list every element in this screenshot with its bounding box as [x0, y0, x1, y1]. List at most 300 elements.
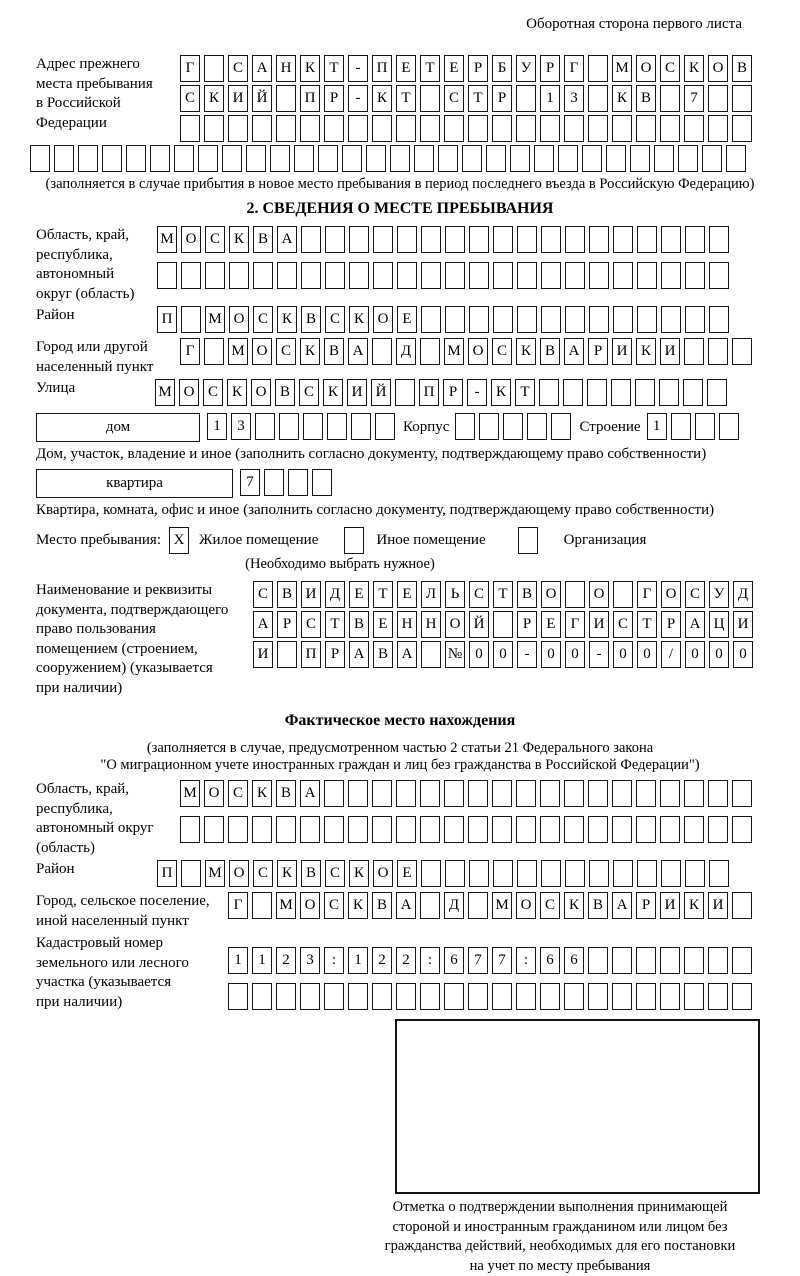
label-line: Кадастровый номер [36, 934, 228, 954]
char-cell: С [469, 581, 489, 608]
char-cell [397, 262, 417, 289]
char-cell: К [229, 226, 249, 253]
char-cell [373, 226, 393, 253]
char-cell [157, 262, 177, 289]
char-cell: О [708, 55, 728, 82]
char-cell: К [348, 892, 368, 919]
corpus-cells [455, 413, 575, 440]
char-cell [492, 115, 512, 142]
char-cell: С [299, 379, 319, 406]
char-cell: Р [325, 641, 345, 668]
char-cell: Т [396, 85, 416, 112]
char-cell [707, 379, 727, 406]
caption-line: Отметка о подтверждении выполнения принимающей [350, 1198, 770, 1218]
char-cell: М [180, 780, 200, 807]
char-cell: О [373, 860, 393, 887]
char-cell [486, 145, 506, 172]
prev-address-note: (заполняется в случае прибытия в новое место пребывания в период последнего въезда в Российскую Федерацию) [0, 176, 800, 193]
char-cell [732, 983, 752, 1010]
char-cell [277, 641, 297, 668]
char-cell [348, 983, 368, 1010]
actual-location-title: Фактическое место нахождения [0, 712, 800, 730]
char-cell [685, 262, 705, 289]
char-cell: В [636, 85, 656, 112]
char-cell: А [397, 641, 417, 668]
char-cell [344, 527, 364, 554]
char-cell: С [325, 306, 345, 333]
char-cell [493, 226, 513, 253]
char-cell: : [420, 947, 440, 974]
char-cell [516, 816, 536, 843]
char-cell [181, 262, 201, 289]
char-cell [229, 262, 249, 289]
char-cell: О [179, 379, 199, 406]
char-cell: М [276, 892, 296, 919]
char-cell [421, 262, 441, 289]
char-cell [611, 379, 631, 406]
char-cell: 0 [469, 641, 489, 668]
char-cell [541, 226, 561, 253]
char-cell [661, 262, 681, 289]
char-cell: А [300, 780, 320, 807]
label-line: право пользования [36, 620, 253, 640]
char-cell: 0 [709, 641, 729, 668]
char-cell [492, 780, 512, 807]
char-cell: У [516, 55, 536, 82]
char-cell [637, 262, 657, 289]
char-cell: П [301, 641, 321, 668]
label-line: при наличии) [36, 679, 253, 699]
residence-type-block [36, 526, 800, 555]
char-cell [174, 145, 194, 172]
char-cell: С [228, 780, 248, 807]
label-line: документа, подтверждающего [36, 601, 253, 621]
char-cell [589, 860, 609, 887]
char-cell [516, 983, 536, 1010]
char-cell: П [157, 860, 177, 887]
char-cell [276, 115, 296, 142]
char-cell [78, 145, 98, 172]
char-cell: М [612, 55, 632, 82]
area1-block [36, 226, 800, 304]
char-cell: 1 [540, 85, 560, 112]
char-cell: 0 [637, 641, 657, 668]
char-cell [312, 469, 332, 496]
char-cell [300, 983, 320, 1010]
char-cell: К [252, 780, 272, 807]
char-cell: К [300, 55, 320, 82]
char-cell: В [301, 306, 321, 333]
char-cell [181, 860, 201, 887]
char-cell [732, 85, 752, 112]
char-cell [420, 816, 440, 843]
char-cell [372, 983, 392, 1010]
char-cell [301, 226, 321, 253]
char-cell [636, 115, 656, 142]
char-cell: К [612, 85, 632, 112]
char-cell: О [252, 338, 272, 365]
char-cell: С [540, 892, 560, 919]
char-cell [204, 338, 224, 365]
char-cell: 1 [207, 413, 227, 440]
char-cell [660, 983, 680, 1010]
char-cell [462, 145, 482, 172]
char-cell [276, 983, 296, 1010]
label-line: Адрес прежнего [36, 55, 180, 75]
district1-block [36, 306, 800, 336]
char-cell [684, 947, 704, 974]
char-cell [397, 226, 417, 253]
area2-label [36, 780, 180, 858]
char-cell [661, 306, 681, 333]
char-cell: 0 [613, 641, 633, 668]
char-cell [636, 983, 656, 1010]
char-cell: 0 [685, 641, 705, 668]
char-cell: 1 [348, 947, 368, 974]
char-cell [252, 816, 272, 843]
char-cell: А [348, 338, 368, 365]
char-cell [373, 262, 393, 289]
char-cell: О [181, 226, 201, 253]
char-cell [420, 780, 440, 807]
residence-checkbox-other [344, 527, 368, 554]
prev-address-row-4-wrap [30, 145, 800, 175]
label-line: сооружением) (указывается [36, 659, 253, 679]
label-line: автономный округ [36, 819, 180, 839]
house-block [36, 413, 800, 443]
stroenie-label: Строение [579, 413, 640, 442]
char-cell [102, 145, 122, 172]
char-cell: 2 [276, 947, 296, 974]
char-cell: К [349, 860, 369, 887]
char-cell [613, 226, 633, 253]
char-cell: Р [517, 611, 537, 638]
char-cell [564, 115, 584, 142]
char-cell: 7 [240, 469, 260, 496]
char-cell [420, 85, 440, 112]
char-cell: К [516, 338, 536, 365]
document-block [36, 581, 800, 698]
char-cell: Р [443, 379, 463, 406]
apartment-box-label: квартира [36, 469, 233, 498]
char-cell: 7 [684, 85, 704, 112]
char-cell: С [613, 611, 633, 638]
char-cell: М [444, 338, 464, 365]
char-cell: Г [180, 338, 200, 365]
city1-row [180, 338, 756, 365]
char-cell [414, 145, 434, 172]
char-cell [564, 780, 584, 807]
char-cell [228, 816, 248, 843]
section2-title: 2. СВЕДЕНИЯ О МЕСТЕ ПРЕБЫВАНИЯ [0, 200, 800, 218]
char-cell [588, 816, 608, 843]
char-cell [469, 226, 489, 253]
char-cell [372, 115, 392, 142]
char-cell: 6 [564, 947, 584, 974]
cadastre-row-1 [228, 947, 756, 974]
char-cell [396, 115, 416, 142]
char-cell: : [324, 947, 344, 974]
char-cell: Й [371, 379, 391, 406]
area2-block [36, 780, 800, 858]
char-cell [349, 262, 369, 289]
char-cell [606, 145, 626, 172]
char-cell [150, 145, 170, 172]
apartment-note: Квартира, комната, офис и иное (заполнить согласно документу, подтверждающему право собственности) [36, 501, 800, 521]
area1-row-1 [157, 226, 733, 253]
char-cell: С [253, 306, 273, 333]
char-cell: 3 [231, 413, 251, 440]
char-cell: Р [661, 611, 681, 638]
apartment-cells [240, 469, 336, 496]
char-cell: К [636, 338, 656, 365]
char-cell [565, 581, 585, 608]
prev-address-block [36, 55, 800, 145]
char-cell [468, 892, 488, 919]
district2-row [157, 860, 733, 887]
char-cell [455, 413, 475, 440]
char-cell: Р [492, 85, 512, 112]
char-cell: И [347, 379, 367, 406]
char-cell [613, 860, 633, 887]
char-cell: Р [277, 611, 297, 638]
char-cell: П [372, 55, 392, 82]
char-cell [708, 338, 728, 365]
char-cell [420, 115, 440, 142]
char-cell [493, 306, 513, 333]
char-cell: С [324, 892, 344, 919]
char-cell [588, 983, 608, 1010]
char-cell: 2 [372, 947, 392, 974]
char-cell: К [349, 306, 369, 333]
char-cell: С [492, 338, 512, 365]
char-cell [709, 226, 729, 253]
document-label [36, 581, 253, 698]
char-cell: С [180, 85, 200, 112]
area2-row-1 [180, 780, 756, 807]
char-cell [342, 145, 362, 172]
char-cell [612, 816, 632, 843]
char-cell [396, 780, 416, 807]
char-cell [708, 947, 728, 974]
char-cell: Г [180, 55, 200, 82]
city2-block [36, 892, 800, 931]
residence-label: Место пребывания: [36, 526, 161, 555]
char-cell [395, 379, 415, 406]
char-cell: 3 [300, 947, 320, 974]
char-cell: М [155, 379, 175, 406]
char-cell: И [733, 611, 753, 638]
prev-address-row-2 [180, 85, 756, 112]
char-cell: И [228, 85, 248, 112]
residence-option-other: Иное помещение [376, 526, 485, 555]
char-cell: П [300, 85, 320, 112]
char-cell [252, 115, 272, 142]
char-cell [588, 115, 608, 142]
char-cell [445, 860, 465, 887]
char-cell: О [468, 338, 488, 365]
char-cell: О [373, 306, 393, 333]
char-cell [351, 413, 371, 440]
char-cell: Р [540, 55, 560, 82]
char-cell: Т [324, 55, 344, 82]
char-cell [588, 947, 608, 974]
char-cell [445, 226, 465, 253]
char-cell [327, 413, 347, 440]
char-cell [303, 413, 323, 440]
char-cell: С [325, 860, 345, 887]
char-cell [612, 115, 632, 142]
char-cell: Т [420, 55, 440, 82]
char-cell: Ц [709, 611, 729, 638]
caption-line: на учет по месту пребывания [350, 1257, 770, 1276]
char-cell: Т [373, 581, 393, 608]
char-cell [539, 379, 559, 406]
char-cell [468, 816, 488, 843]
char-cell: К [204, 85, 224, 112]
street-label: Улица [36, 379, 155, 399]
char-cell [325, 226, 345, 253]
label-line: Федерации [36, 114, 180, 134]
char-cell [492, 983, 512, 1010]
char-cell [709, 262, 729, 289]
label-line: республика, [36, 800, 180, 820]
char-cell [564, 816, 584, 843]
char-cell: Е [397, 860, 417, 887]
corpus-label: Корпус [403, 413, 449, 442]
char-cell: Г [564, 55, 584, 82]
char-cell [396, 816, 416, 843]
char-cell [324, 983, 344, 1010]
char-cell [564, 983, 584, 1010]
char-cell: И [612, 338, 632, 365]
char-cell: 1 [252, 947, 272, 974]
char-cell [372, 780, 392, 807]
char-cell [612, 780, 632, 807]
char-cell [661, 226, 681, 253]
char-cell: С [276, 338, 296, 365]
char-cell: Е [444, 55, 464, 82]
char-cell [445, 262, 465, 289]
char-cell [270, 145, 290, 172]
house-number-cells [207, 413, 399, 440]
char-cell [198, 145, 218, 172]
char-cell: Р [588, 338, 608, 365]
char-cell: Т [325, 611, 345, 638]
char-cell [255, 413, 275, 440]
city2-row [228, 892, 756, 919]
char-cell [732, 892, 752, 919]
char-cell [228, 115, 248, 142]
caption-line: стороной и иностранным гражданином или лицом без [350, 1218, 770, 1238]
char-cell [444, 816, 464, 843]
house-note: Дом, участок, владение и иное (заполнить согласно документу, подтверждающему право собственности) [36, 445, 800, 465]
char-cell: 7 [492, 947, 512, 974]
char-cell [517, 226, 537, 253]
char-cell [563, 379, 583, 406]
char-cell: 7 [468, 947, 488, 974]
char-cell: В [373, 641, 393, 668]
stroenie-cells [647, 413, 743, 440]
char-cell [294, 145, 314, 172]
char-cell [126, 145, 146, 172]
label-line: иной населенный пункт [36, 912, 228, 932]
char-cell [492, 816, 512, 843]
stamp-box [395, 1019, 760, 1194]
char-cell [180, 115, 200, 142]
char-cell [685, 306, 705, 333]
char-cell: 6 [540, 947, 560, 974]
char-cell [541, 262, 561, 289]
char-cell [324, 780, 344, 807]
char-cell: Н [276, 55, 296, 82]
char-cell [612, 947, 632, 974]
char-cell: О [229, 860, 249, 887]
char-cell: Н [397, 611, 417, 638]
document-row-1 [253, 581, 757, 608]
char-cell: О [661, 581, 681, 608]
char-cell [527, 413, 547, 440]
char-cell [421, 306, 441, 333]
stamp-area [350, 1019, 770, 1276]
label-line: места пребывания [36, 75, 180, 95]
char-cell [540, 816, 560, 843]
char-cell [565, 860, 585, 887]
char-cell [684, 338, 704, 365]
char-cell: - [517, 641, 537, 668]
char-cell: Р [468, 55, 488, 82]
char-cell [541, 306, 561, 333]
char-cell [348, 115, 368, 142]
char-cell [516, 85, 536, 112]
char-cell: X [169, 527, 189, 554]
char-cell: 0 [565, 641, 585, 668]
char-cell [252, 892, 272, 919]
char-cell [732, 338, 752, 365]
label-line: помещением (строением, [36, 640, 253, 660]
char-cell: С [253, 860, 273, 887]
char-cell [612, 983, 632, 1010]
char-cell: 3 [564, 85, 584, 112]
char-cell [660, 947, 680, 974]
char-cell [517, 860, 537, 887]
char-cell: Д [396, 338, 416, 365]
label-line: автономный [36, 265, 157, 285]
char-cell [684, 780, 704, 807]
char-cell [420, 892, 440, 919]
char-cell: Ь [445, 581, 465, 608]
char-cell [551, 413, 571, 440]
char-cell [510, 145, 530, 172]
char-cell [375, 413, 395, 440]
char-cell: И [660, 892, 680, 919]
char-cell: 0 [493, 641, 513, 668]
char-cell [708, 85, 728, 112]
residence-checkbox-residential [169, 527, 193, 554]
char-cell [438, 145, 458, 172]
char-cell: С [253, 581, 273, 608]
char-cell [660, 780, 680, 807]
char-cell: Е [373, 611, 393, 638]
char-cell [637, 306, 657, 333]
char-cell: К [227, 379, 247, 406]
char-cell: П [157, 306, 177, 333]
char-cell: - [348, 55, 368, 82]
char-cell [683, 379, 703, 406]
label-line: участка (указывается [36, 973, 228, 993]
char-cell: Е [349, 581, 369, 608]
char-cell: А [685, 611, 705, 638]
